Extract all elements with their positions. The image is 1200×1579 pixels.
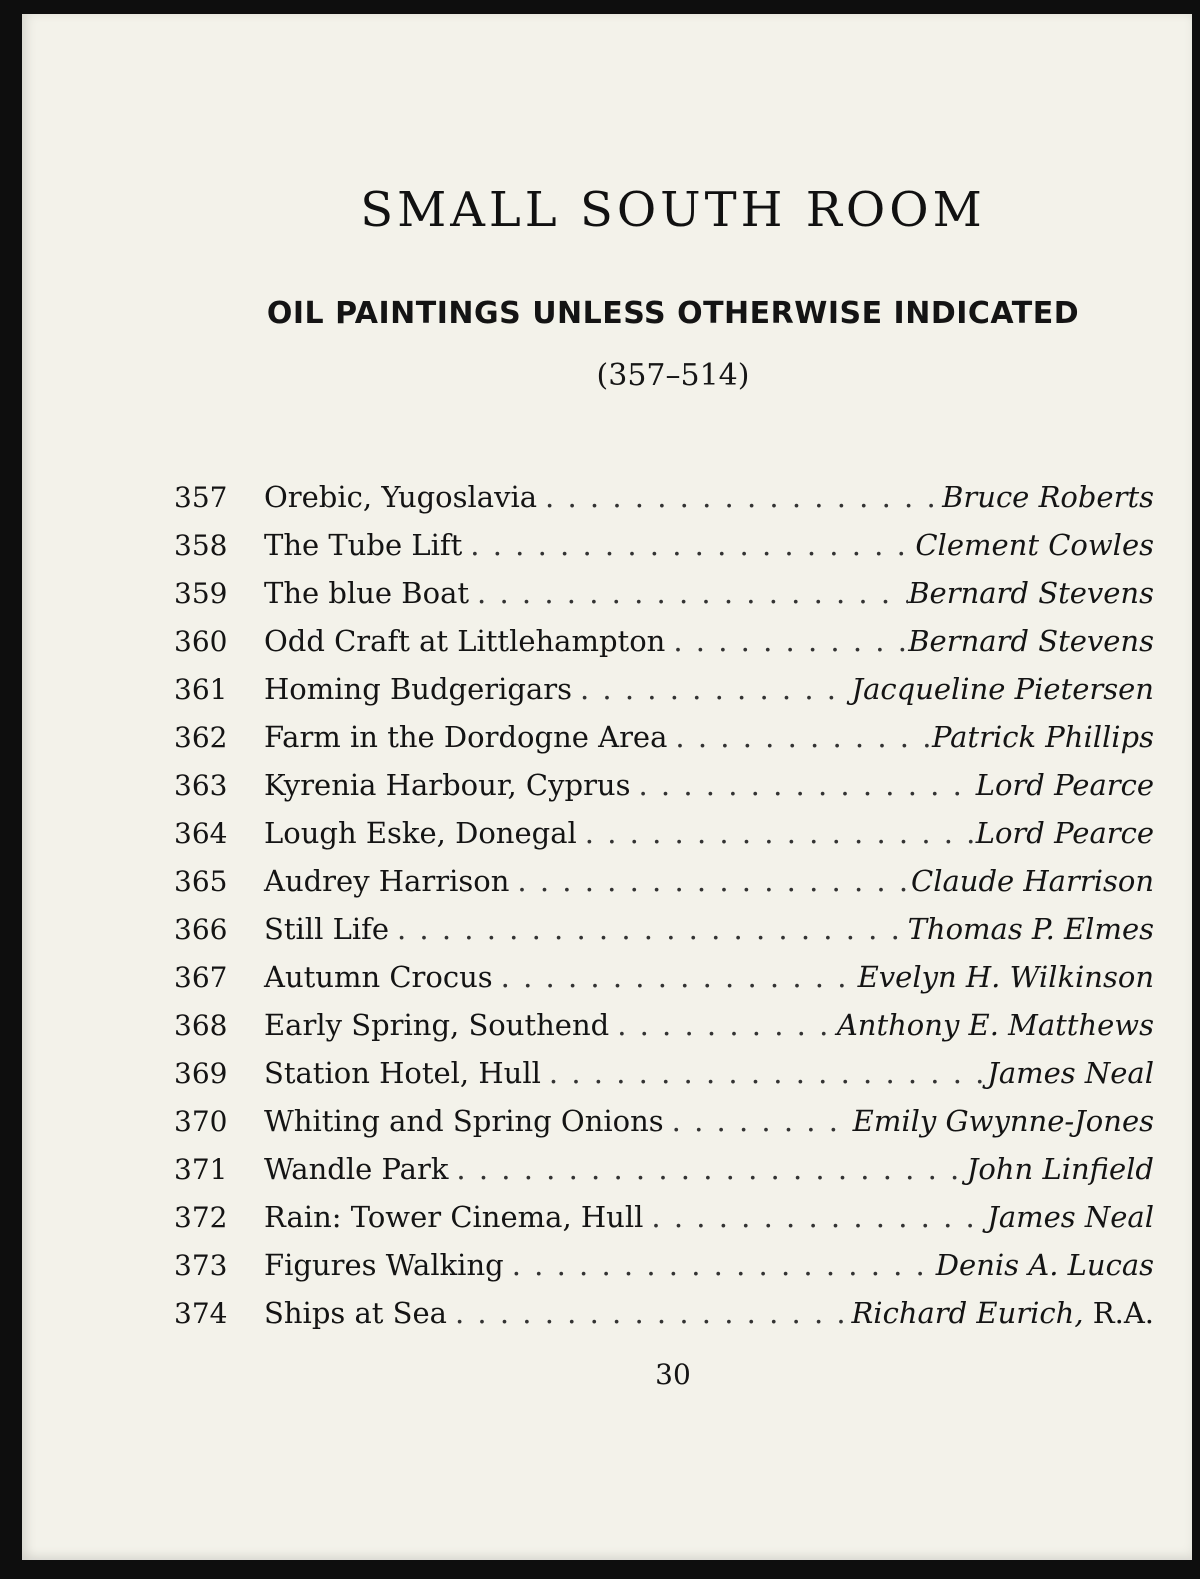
- entry-title: Homing Budgerigars: [264, 672, 572, 706]
- list-item: [174, 960, 1154, 1008]
- list-item: [174, 1248, 1154, 1296]
- entry-title: Autumn Crocus: [264, 960, 493, 994]
- entry-title: Farm in the Dordogne Area: [264, 720, 668, 754]
- entry-title: Station Hotel, Hull: [264, 1056, 541, 1090]
- leader-dots: [643, 1200, 987, 1234]
- list-item: [174, 528, 1154, 576]
- leader-dots: [447, 1296, 852, 1330]
- entry-title: Ships at Sea: [264, 1296, 447, 1330]
- entry-artist-suffix: R.A.: [1092, 1296, 1154, 1330]
- entry-artist: Denis A. Lucas: [935, 1248, 1154, 1282]
- entry-artist: Emily Gwynne-Jones: [852, 1104, 1154, 1138]
- list-item: [174, 864, 1154, 912]
- page-number: 30: [655, 1358, 691, 1391]
- list-item: [174, 1296, 1154, 1344]
- leader-dots: [609, 1008, 837, 1042]
- entry-artist: Bernard Stevens: [908, 576, 1154, 610]
- entry-artist: Bruce Roberts: [942, 480, 1154, 514]
- leader-dots: [664, 1104, 853, 1138]
- leader-dots: [541, 1056, 987, 1090]
- list-item: [174, 576, 1154, 624]
- list-item: [174, 720, 1154, 768]
- entry-number: 364: [174, 817, 228, 850]
- list-item: [174, 912, 1154, 960]
- list-item: [174, 768, 1154, 816]
- entry-number: 360: [174, 625, 228, 658]
- entry-artist: Patrick Phillips: [931, 720, 1154, 754]
- list-item: [174, 816, 1154, 864]
- entry-artist: Thomas P. Elmes: [907, 912, 1154, 946]
- leader-dots: [462, 528, 915, 562]
- leader-dots: [577, 816, 976, 850]
- page-subtitle: OIL PAINTINGS UNLESS OTHERWISE INDICATED: [266, 296, 1080, 331]
- entry-title: Lough Eske, Donegal: [264, 816, 577, 850]
- entry-number: 361: [174, 673, 228, 706]
- list-item: [174, 1152, 1154, 1200]
- entry-artist: Richard Eurich,: [851, 1296, 1084, 1330]
- entry-number: 369: [174, 1057, 228, 1090]
- entry-title: Rain: Tower Cinema, Hull: [264, 1200, 644, 1234]
- entry-number: 357: [174, 481, 228, 514]
- entry-number: 358: [174, 529, 228, 562]
- entry-title: The Tube Lift: [264, 528, 463, 562]
- leader-dots: [665, 624, 908, 658]
- entry-artist: James Neal: [987, 1056, 1154, 1090]
- entry-artist: Jacqueline Pietersen: [851, 672, 1154, 706]
- entry-title: Kyrenia Harbour, Cyprus: [264, 768, 631, 802]
- leader-dots: [537, 480, 942, 514]
- leader-dots: [448, 1152, 966, 1186]
- leader-dots: [493, 960, 858, 994]
- list-item: [174, 1056, 1154, 1104]
- list-item: [174, 480, 1154, 528]
- entry-number: 372: [174, 1201, 228, 1234]
- entry-title: Still Life: [264, 912, 389, 946]
- entry-title: Figures Walking: [264, 1248, 504, 1282]
- entry-number: 368: [174, 1009, 228, 1042]
- list-item: [174, 672, 1154, 720]
- leader-dots: [667, 720, 932, 754]
- leader-dots: [631, 768, 976, 802]
- entry-title: Early Spring, Southend: [264, 1008, 610, 1042]
- catalogue-range: (357–514): [596, 358, 750, 393]
- entry-number: 366: [174, 913, 228, 946]
- entry-artist: Lord Pearce: [975, 816, 1154, 850]
- entry-number: 362: [174, 721, 228, 754]
- list-item: [174, 624, 1154, 672]
- entry-title: Odd Craft at Littlehampton: [264, 624, 666, 658]
- entry-artist: John Linfield: [966, 1152, 1154, 1186]
- list-item: [174, 1008, 1154, 1056]
- entry-artist: James Neal: [987, 1200, 1154, 1234]
- entry-artist: Anthony E. Matthews: [836, 1008, 1154, 1042]
- entry-number: 371: [174, 1153, 228, 1186]
- entry-artist: Claude Harrison: [911, 864, 1154, 898]
- entry-number: 365: [174, 865, 228, 898]
- entry-title: The blue Boat: [264, 576, 470, 610]
- entry-title: Audrey Harrison: [264, 864, 510, 898]
- entry-number: 370: [174, 1105, 228, 1138]
- entry-number: 374: [174, 1297, 228, 1330]
- leader-dots: [509, 864, 911, 898]
- entry-artist: Bernard Stevens: [908, 624, 1154, 658]
- entry-artist: Clement Cowles: [915, 528, 1154, 562]
- page-title: SMALL SOUTH ROOM: [360, 182, 986, 238]
- leader-dots: [389, 912, 908, 946]
- entry-title: Orebic, Yugoslavia: [264, 480, 538, 514]
- entry-title: Wandle Park: [264, 1152, 449, 1186]
- entry-number: 373: [174, 1249, 228, 1282]
- entry-number: 359: [174, 577, 228, 610]
- entry-title: Whiting and Spring Onions: [264, 1104, 664, 1138]
- entry-artist: Evelyn H. Wilkinson: [857, 960, 1154, 994]
- entry-list: [174, 480, 1154, 1344]
- list-item: [174, 1104, 1154, 1152]
- entry-artist: Lord Pearce: [975, 768, 1154, 802]
- leader-dots: [469, 576, 908, 610]
- leader-dots: [572, 672, 851, 706]
- leader-dots: [504, 1248, 936, 1282]
- list-item: [174, 1200, 1154, 1248]
- entry-number: 367: [174, 961, 228, 994]
- entry-number: 363: [174, 769, 228, 802]
